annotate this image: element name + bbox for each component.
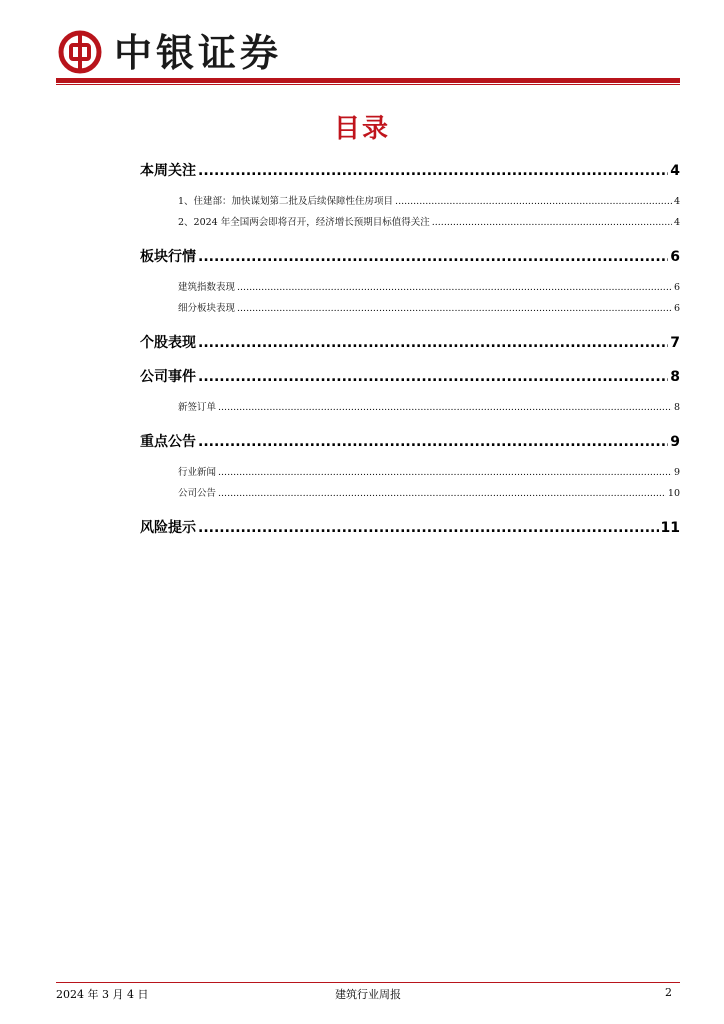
toc-entry-label: 重点公告 [140,434,196,450]
toc-entry[interactable] [140,464,680,484]
toc-leader-dots [218,488,666,499]
toc-leader-dots [395,196,672,207]
toc-leader-dots [237,303,672,314]
toc-entry-label: 建筑指数表现 [178,282,236,293]
toc-leader-dots [237,282,672,293]
toc-leader-dots [198,520,659,536]
toc-title: 目录 [333,114,390,144]
toc-entry[interactable] [140,246,680,270]
toc-entry[interactable] [140,160,680,184]
toc-entry-label: 风险提示 [140,520,196,536]
toc-entry[interactable] [140,485,680,505]
toc-entry-page: 8 [670,369,680,385]
bank-of-china-logo-icon [58,30,102,74]
toc-entry-page: 4 [673,196,680,207]
toc-entry-label: 细分板块表现 [178,303,236,314]
toc-leader-dots [218,402,672,413]
page-footer [56,986,680,1002]
toc-leader-dots [198,249,668,265]
toc-entry-page: 6 [670,249,680,265]
footer-report-name: 建筑行业周报 [335,988,401,1001]
toc-entry-page: 4 [670,163,680,179]
toc-entry-label: 行业新闻 [178,467,217,478]
toc-entry-page: 9 [670,434,680,450]
page-header [56,28,680,80]
toc-entry-page: 8 [673,402,680,413]
toc-leader-dots [198,335,668,351]
toc-entry-page: 11 [660,520,680,536]
toc-entry[interactable] [140,279,680,299]
toc-leader-dots [198,434,668,450]
table-of-contents [140,160,680,541]
toc-entry-label: 公司公告 [178,488,217,499]
brand-name: 中银证券 [114,31,283,75]
toc-entry-label: 公司事件 [140,369,196,385]
toc-entry-page: 9 [673,467,680,478]
toc-entry-label: 板块行情 [140,249,196,265]
toc-entry-label: 个股表现 [140,335,196,351]
toc-entry-label: 1、住建部：加快谋划第二批及后续保障性住房项目 [178,196,394,207]
toc-entry[interactable] [140,517,680,541]
toc-leader-dots [432,217,672,228]
toc-entry-page: 6 [673,282,680,293]
toc-entry[interactable] [140,366,680,390]
toc-entry-label: 本周关注 [140,163,196,179]
toc-entry[interactable] [140,431,680,455]
toc-entry-page: 4 [673,217,680,228]
footer-date: 2024 年 3 月 4 日 [56,988,149,1001]
toc-entry[interactable] [140,300,680,320]
toc-entry[interactable] [140,399,680,419]
toc-entry-label: 2、2024 年全国两会即将召开，经济增长预期目标值得关注 [178,217,430,228]
toc-entry-page: 7 [670,335,680,351]
header-rule-thin [56,84,680,85]
toc-leader-dots [198,163,668,179]
toc-entry[interactable] [140,193,680,213]
toc-entry[interactable] [140,332,680,356]
footer-page-number: 2 [665,986,672,999]
toc-leader-dots [218,467,672,478]
footer-rule [56,982,680,983]
toc-entry-page: 10 [667,488,680,499]
toc-entry-page: 6 [673,303,680,314]
toc-entry[interactable] [140,214,680,234]
toc-entry-label: 新签订单 [178,402,217,413]
header-rule [56,78,680,83]
toc-leader-dots [198,369,668,385]
